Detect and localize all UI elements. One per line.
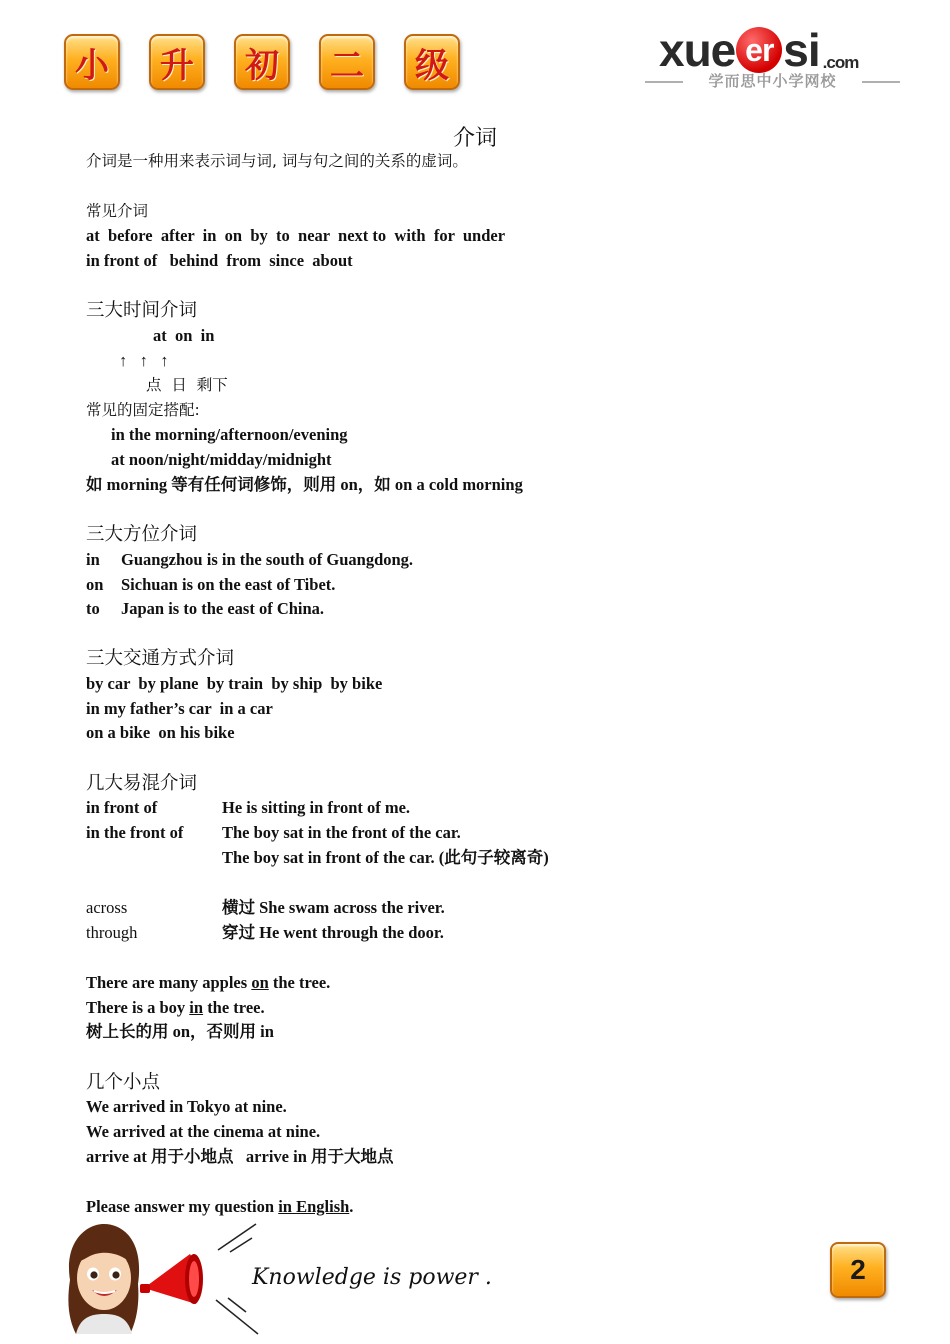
example-sentence <box>86 1196 353 1218</box>
direction-sentence: Sichuan is on the east of Tibet. <box>121 575 336 594</box>
transport-phrases: in my father’s car in a car <box>86 699 273 718</box>
direction-sentence: Guangzhou is in the south of Guangdong. <box>121 550 414 569</box>
sentence-part: There are many apples <box>86 973 252 992</box>
sentence-part: Please answer my question <box>86 1197 279 1216</box>
sentence-part: the tree. <box>203 998 265 1017</box>
direction-prep: in <box>86 550 100 569</box>
confusing-term: in the front of <box>86 823 184 842</box>
transport-phrases: on a bike on his bike <box>86 723 235 742</box>
example-sentence: We arrived at the cinema at nine. <box>86 1122 321 1141</box>
logo-divider <box>645 81 683 83</box>
logo-text-pre: xue <box>659 24 736 76</box>
header-tile: 升 <box>149 34 205 90</box>
confusing-term: through <box>86 923 138 942</box>
xueersi-logo <box>645 22 900 97</box>
megaphone-icon <box>140 1248 214 1310</box>
tree-sentence <box>86 972 330 994</box>
sentence-part: the tree. <box>268 973 331 992</box>
fixed-phrase: at noon/night/midday/midnight <box>111 450 332 469</box>
section-heading: 几大易混介词 <box>86 773 198 794</box>
note-text: 如 morning 等有任何词修饰，则用 on，如 on a cold morning <box>86 475 523 494</box>
example-sentence: 横过 She swam across the river. <box>222 898 445 917</box>
preposition-list: at before after in on by to near next to with for under <box>86 226 506 245</box>
intro-text: 介词是一种用来表示词与词, 词与句之间的关系的虚词。 <box>86 152 468 170</box>
logo-domain: .com <box>822 53 859 72</box>
example-sentence: 穿过 He went through the door. <box>222 923 444 942</box>
example-sentence: The boy sat in front of the car. (此句子较离奇) <box>222 848 549 867</box>
motto: Knowledge is power . <box>252 1265 492 1290</box>
time-meanings: 点 日 剩下 <box>146 376 228 394</box>
note-text: arrive at 用于小地点 arrive in 用于大地点 <box>86 1147 394 1166</box>
header-tiles <box>64 34 460 90</box>
confusing-term: across <box>86 898 128 917</box>
note-text: 树上长的用 on，否则用 in <box>86 1022 274 1041</box>
header-tile: 初 <box>234 34 290 90</box>
page-title: 介词 <box>452 126 497 151</box>
sentence-part: There is a boy <box>86 998 190 1017</box>
section-heading: 三大方位介词 <box>86 524 198 545</box>
section-heading: 常见介词 <box>86 202 149 220</box>
underlined-word: in <box>189 998 204 1017</box>
logo-tagline: 学而思中小学网校 <box>708 72 837 90</box>
transport-phrases: by car by plane by train by ship by bike <box>86 674 383 693</box>
confusing-term: in front of <box>86 798 158 817</box>
time-prepositions: at on in <box>153 326 215 345</box>
tree-sentence <box>86 997 265 1019</box>
fixed-phrase: in the morning/afternoon/evening <box>111 425 348 444</box>
logo-text-post: si <box>783 24 820 76</box>
example-sentence: He is sitting in front of me. <box>222 798 411 817</box>
logo-divider <box>862 81 900 83</box>
page-number: 2 <box>830 1242 886 1298</box>
header-tile: 小 <box>64 34 120 90</box>
direction-sentence: Japan is to the east of China. <box>121 599 325 618</box>
preposition-list: in front of behind from since about <box>86 251 353 270</box>
header-tile: 二 <box>319 34 375 90</box>
example-sentence: The boy sat in the front of the car. <box>222 823 461 842</box>
direction-prep: on <box>86 575 104 594</box>
sentence-part: . <box>349 1197 354 1216</box>
subheading: 常见的固定搭配: <box>86 401 200 419</box>
section-heading: 几个小点 <box>86 1072 161 1093</box>
header-tile: 级 <box>404 34 460 90</box>
girl-mascot-icon <box>60 1222 146 1340</box>
example-sentence: We arrived in Tokyo at nine. <box>86 1097 287 1116</box>
section-heading: 三大交通方式介词 <box>86 648 235 669</box>
section-heading: 三大时间介词 <box>86 300 198 321</box>
arrow-icons: ↑ ↑ ↑ <box>119 351 169 370</box>
logo-badge: er <box>736 27 782 73</box>
underlined-phrase: in English <box>278 1197 350 1216</box>
underlined-word: on <box>251 973 269 992</box>
direction-prep: to <box>86 599 100 618</box>
